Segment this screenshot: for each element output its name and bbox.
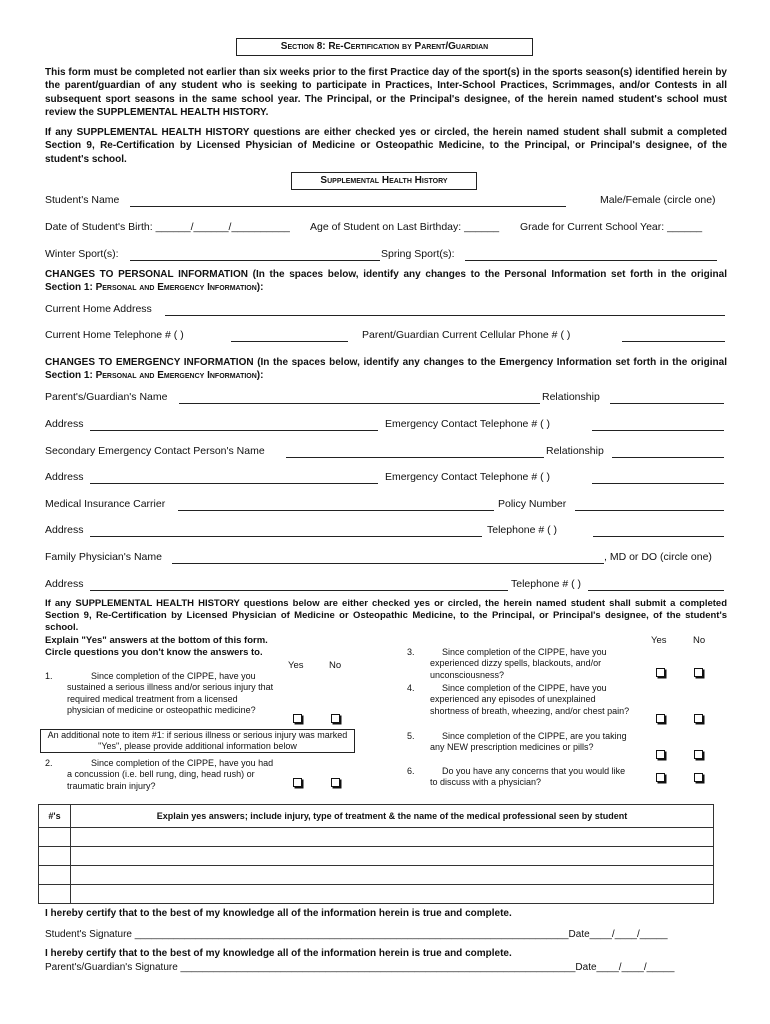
no-header-left: No bbox=[329, 660, 342, 671]
q6-no-checkbox[interactable] bbox=[694, 773, 703, 782]
q1-yes-checkbox[interactable] bbox=[293, 714, 302, 723]
secondary-contact-field[interactable] bbox=[286, 457, 544, 458]
q1-text: Since completion of the CIPPE, have you sustained a serious illness and/or serious injury that required medical treatment from a licensed physician of medicine or osteopathic medicine? bbox=[67, 671, 274, 715]
table-row bbox=[39, 828, 714, 847]
telephone-label-2: Telephone # ( ) bbox=[511, 578, 582, 590]
intro-paragraph: This form must be completed not earlier than six weeks prior to the first Practice day of the sport(s) in the sports season(s) identified herein by the parent/guardian of any student who is seeking to participate in Practices, Inter-School Practices, Scrimmages, and/or Contests in all subsequent sport seasons in the same school year. The Principal, or the Principal's designee, of the herein named student's school must review the SUPPLEMENTAL HEALTH HISTORY. bbox=[45, 67, 727, 118]
q3-text: Since completion of the CIPPE, have you experienced dizzy spells, blackouts, and/or unconsciousness? bbox=[430, 647, 607, 680]
table-row bbox=[39, 847, 714, 866]
table-row bbox=[39, 885, 714, 904]
table-cell[interactable] bbox=[71, 847, 714, 866]
q4-yes-checkbox[interactable] bbox=[656, 714, 665, 723]
no-header-right: No bbox=[693, 635, 706, 646]
table-cell[interactable] bbox=[39, 847, 71, 866]
q2-number: 2. bbox=[45, 758, 53, 768]
secondary-contact-label: Secondary Emergency Contact Person's Name bbox=[45, 445, 265, 457]
q5-text: Since completion of the CIPPE, are you taking any NEW prescription medicines or pills? bbox=[430, 731, 627, 753]
table-row bbox=[39, 866, 714, 885]
parent-name-label: Parent's/Guardian's Name bbox=[45, 391, 168, 403]
student-signature-line[interactable]: Student's Signature ______________________________________________________________________________Date____/____/_____ bbox=[45, 929, 668, 940]
parent-certify-statement: I hereby certify that to the best of my knowledge all of the information herein is true and complete. bbox=[45, 948, 512, 959]
home-address-field[interactable] bbox=[165, 315, 725, 316]
address-label-4: Address bbox=[45, 578, 84, 590]
q2-no-checkbox[interactable] bbox=[331, 778, 340, 787]
gender-label: Male/Female (circle one) bbox=[600, 194, 716, 206]
relationship-field[interactable] bbox=[610, 403, 724, 404]
dob-field[interactable]: Date of Student's Birth: ______/______/__________ bbox=[45, 221, 290, 233]
supplemental-title: Supplemental Health History bbox=[291, 172, 477, 190]
telephone-field[interactable] bbox=[593, 536, 724, 537]
emergency-phone-label-2: Emergency Contact Telephone # ( ) bbox=[385, 471, 550, 483]
relationship-field-2[interactable] bbox=[612, 457, 724, 458]
relationship-label-2: Relationship bbox=[546, 445, 604, 457]
telephone-field-2[interactable] bbox=[588, 590, 724, 591]
student-certify-statement: I hereby certify that to the best of my knowledge all of the information herein is true and complete. bbox=[45, 908, 512, 919]
home-phone-label: Current Home Telephone # ( ) bbox=[45, 329, 184, 341]
changes-emergency-heading: CHANGES TO EMERGENCY INFORMATION (In the spaces below, identify any changes to the Emergency Information set forth in the original Section 1: Personal and Emergency Information): bbox=[45, 357, 727, 382]
q6-yes-checkbox[interactable] bbox=[656, 773, 665, 782]
q4-number: 4. bbox=[407, 683, 415, 693]
q3-number: 3. bbox=[407, 647, 415, 657]
emergency-phone-field-2[interactable] bbox=[592, 483, 724, 484]
md-do-label: , MD or DO (circle one) bbox=[604, 551, 712, 563]
table-header-number: #'s bbox=[39, 805, 71, 828]
age-field[interactable]: Age of Student on Last Birthday: ______ bbox=[310, 221, 500, 233]
emergency-phone-label: Emergency Contact Telephone # ( ) bbox=[385, 418, 550, 430]
address-field[interactable] bbox=[90, 430, 378, 431]
emergency-phone-field[interactable] bbox=[592, 430, 724, 431]
insurance-field[interactable] bbox=[178, 510, 494, 511]
student-name-field[interactable] bbox=[130, 206, 566, 207]
yes-header-left: Yes bbox=[288, 660, 304, 671]
physician-label: Family Physician's Name bbox=[45, 551, 162, 563]
insurance-label: Medical Insurance Carrier bbox=[45, 498, 166, 510]
winter-sports-field[interactable] bbox=[130, 260, 380, 261]
parent-signature-line[interactable]: Parent's/Guardian's Signature _______________________________________________________________________Date____/____/_____ bbox=[45, 962, 675, 973]
explain-yes-note: Explain "Yes" answers at the bottom of this form. bbox=[45, 635, 268, 646]
policy-field[interactable] bbox=[575, 510, 724, 511]
table-cell[interactable] bbox=[39, 866, 71, 885]
telephone-label: Telephone # ( ) bbox=[487, 524, 558, 536]
home-phone-field[interactable] bbox=[231, 341, 348, 342]
circle-questions-note: Circle questions you don't know the answers to. bbox=[45, 647, 263, 658]
table-cell[interactable] bbox=[39, 885, 71, 904]
yes-header-right: Yes bbox=[651, 635, 667, 646]
spring-sports-label: Spring Sport(s): bbox=[381, 248, 455, 260]
table-cell[interactable] bbox=[71, 866, 714, 885]
physician-field[interactable] bbox=[172, 563, 604, 564]
address-label-2: Address bbox=[45, 471, 84, 483]
address-field-2[interactable] bbox=[90, 483, 378, 484]
spring-sports-field[interactable] bbox=[465, 260, 717, 261]
student-name-label: Student's Name bbox=[45, 194, 120, 206]
q1-number: 1. bbox=[45, 671, 53, 681]
q6-text: Do you have any concerns that you would like to discuss with a physician? bbox=[430, 766, 626, 788]
explanation-table bbox=[38, 804, 714, 904]
address-field-3[interactable] bbox=[90, 536, 482, 537]
home-address-label: Current Home Address bbox=[45, 303, 152, 315]
parent-name-field[interactable] bbox=[179, 403, 540, 404]
cell-phone-label: Parent/Guardian Current Cellular Phone # ( ) bbox=[362, 329, 571, 341]
table-cell[interactable] bbox=[71, 828, 714, 847]
address-label: Address bbox=[45, 418, 84, 430]
questions-intro: If any SUPPLEMENTAL HEALTH HISTORY questions below are either checked yes or circled, the herein named student shall submit a completed Section 9, Re-Certification by Licensed Physician of Medicine or Osteopathic Medicine, to the Principal, or Principal's designee, of the student's school. bbox=[45, 598, 727, 633]
supplemental-paragraph: If any SUPPLEMENTAL HEALTH HISTORY questions are either checked yes or circled, the herein named student shall submit a completed Section 9, Re-Certification by Licensed Physician of Medicine or Osteopathic Medicine, to the Principal, or Principal's designee, of the student's school. bbox=[45, 127, 727, 165]
q4-text: Since completion of the CIPPE, have you experienced any episodes of unexplained shortness of breath, wheezing, and/or chest pain? bbox=[430, 683, 630, 716]
additional-note: An additional note to item #1: if serious illness or serious injury was marked "Yes", please provide additional information below bbox=[40, 729, 355, 753]
table-cell[interactable] bbox=[39, 828, 71, 847]
cell-phone-field[interactable] bbox=[622, 341, 725, 342]
changes-personal-heading: CHANGES TO PERSONAL INFORMATION (In the spaces below, identify any changes to the Personal Information set forth in the original Section 1: Personal and Emergency Information): bbox=[45, 269, 727, 294]
address-label-3: Address bbox=[45, 524, 84, 536]
address-field-4[interactable] bbox=[90, 590, 508, 591]
q5-yes-checkbox[interactable] bbox=[656, 750, 665, 759]
q5-no-checkbox[interactable] bbox=[694, 750, 703, 759]
q3-yes-checkbox[interactable] bbox=[656, 668, 665, 677]
q5-number: 5. bbox=[407, 731, 415, 741]
table-header-explain: Explain yes answers; include injury, type of treatment & the name of the medical professional seen by student bbox=[71, 805, 714, 828]
section-title: Section 8: Re-Certification by Parent/Guardian bbox=[236, 38, 533, 56]
q3-no-checkbox[interactable] bbox=[694, 668, 703, 677]
policy-label: Policy Number bbox=[498, 498, 567, 510]
q1-no-checkbox[interactable] bbox=[331, 714, 340, 723]
grade-field[interactable]: Grade for Current School Year: ______ bbox=[520, 221, 703, 233]
table-cell[interactable] bbox=[71, 885, 714, 904]
q2-yes-checkbox[interactable] bbox=[293, 778, 302, 787]
q4-no-checkbox[interactable] bbox=[694, 714, 703, 723]
q2-text: Since completion of the CIPPE, have you had a concussion (i.e. bell rung, ding, head rush) or traumatic brain injury? bbox=[67, 758, 274, 791]
winter-sports-label: Winter Sport(s): bbox=[45, 248, 119, 260]
q6-number: 6. bbox=[407, 766, 415, 776]
relationship-label: Relationship bbox=[542, 391, 600, 403]
